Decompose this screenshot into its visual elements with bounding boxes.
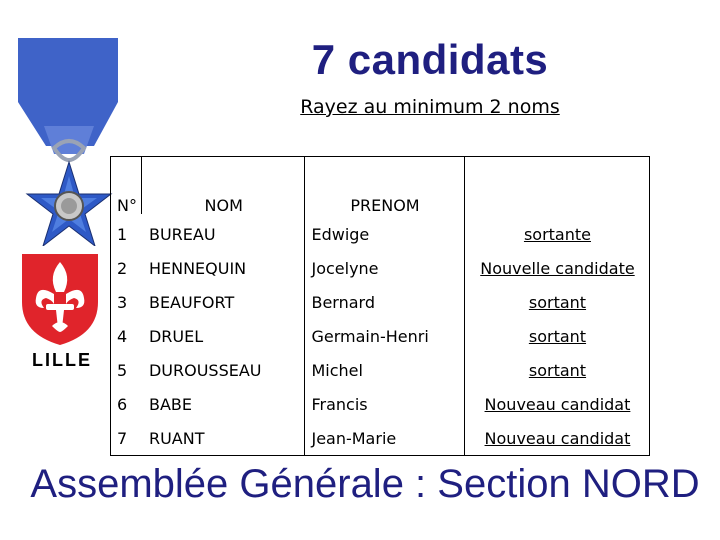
table-row xyxy=(111,285,650,319)
header-status xyxy=(465,157,650,218)
header-num: N° xyxy=(111,157,143,218)
row-status: sortant xyxy=(528,326,587,346)
row-number: 2 xyxy=(111,251,143,285)
candidates-table xyxy=(110,156,650,456)
footer-title: Assemblée Générale : Section NORD xyxy=(30,462,700,506)
row-status: sortant xyxy=(528,360,587,380)
row-nom: RUANT xyxy=(143,421,305,456)
row-prenom: Edwige xyxy=(305,217,465,251)
row-prenom: Francis xyxy=(305,387,465,421)
row-status: sortante xyxy=(523,224,591,244)
row-number: 7 xyxy=(111,421,143,456)
instruction-subtitle: Rayez au minimum 2 noms xyxy=(300,96,560,118)
lille-coat-of-arms-icon xyxy=(20,252,100,347)
row-nom: DRUEL xyxy=(148,326,204,346)
row-status: sortant xyxy=(528,292,587,312)
table-row xyxy=(111,251,650,285)
row-number: 3 xyxy=(111,285,143,319)
row-prenom: Jocelyne xyxy=(305,251,465,285)
table-row xyxy=(111,387,650,421)
row-status: Nouvelle candidate xyxy=(480,258,635,278)
page-title: 7 candidats xyxy=(311,36,549,83)
row-nom: BEAUFORT xyxy=(148,292,235,312)
city-name: LILLE xyxy=(32,350,92,370)
row-number: 5 xyxy=(111,353,143,387)
row-status: Nouveau candidat xyxy=(484,394,631,414)
row-nom: HENNEQUIN xyxy=(148,258,247,278)
row-prenom: Germain-Henri xyxy=(305,319,465,353)
row-prenom: Bernard xyxy=(305,285,465,319)
row-number: 4 xyxy=(111,319,143,353)
row-number: 6 xyxy=(111,387,143,421)
table-row xyxy=(111,217,650,251)
row-nom: BABE xyxy=(148,394,192,414)
header-nom: NOM xyxy=(143,157,305,218)
row-nom: DUROUSSEAU xyxy=(148,360,262,380)
table-row xyxy=(111,421,650,456)
table-header-row xyxy=(111,157,650,218)
row-status: Nouveau candidat xyxy=(484,428,631,448)
table-row xyxy=(111,319,650,353)
medal-icon xyxy=(14,36,124,246)
row-prenom: Michel xyxy=(305,353,465,387)
row-number: 1 xyxy=(111,217,143,251)
header-prenom: PRENOM xyxy=(305,157,465,218)
row-nom: BUREAU xyxy=(148,224,216,244)
table-row xyxy=(111,353,650,387)
row-prenom: Jean-Marie xyxy=(305,421,465,456)
